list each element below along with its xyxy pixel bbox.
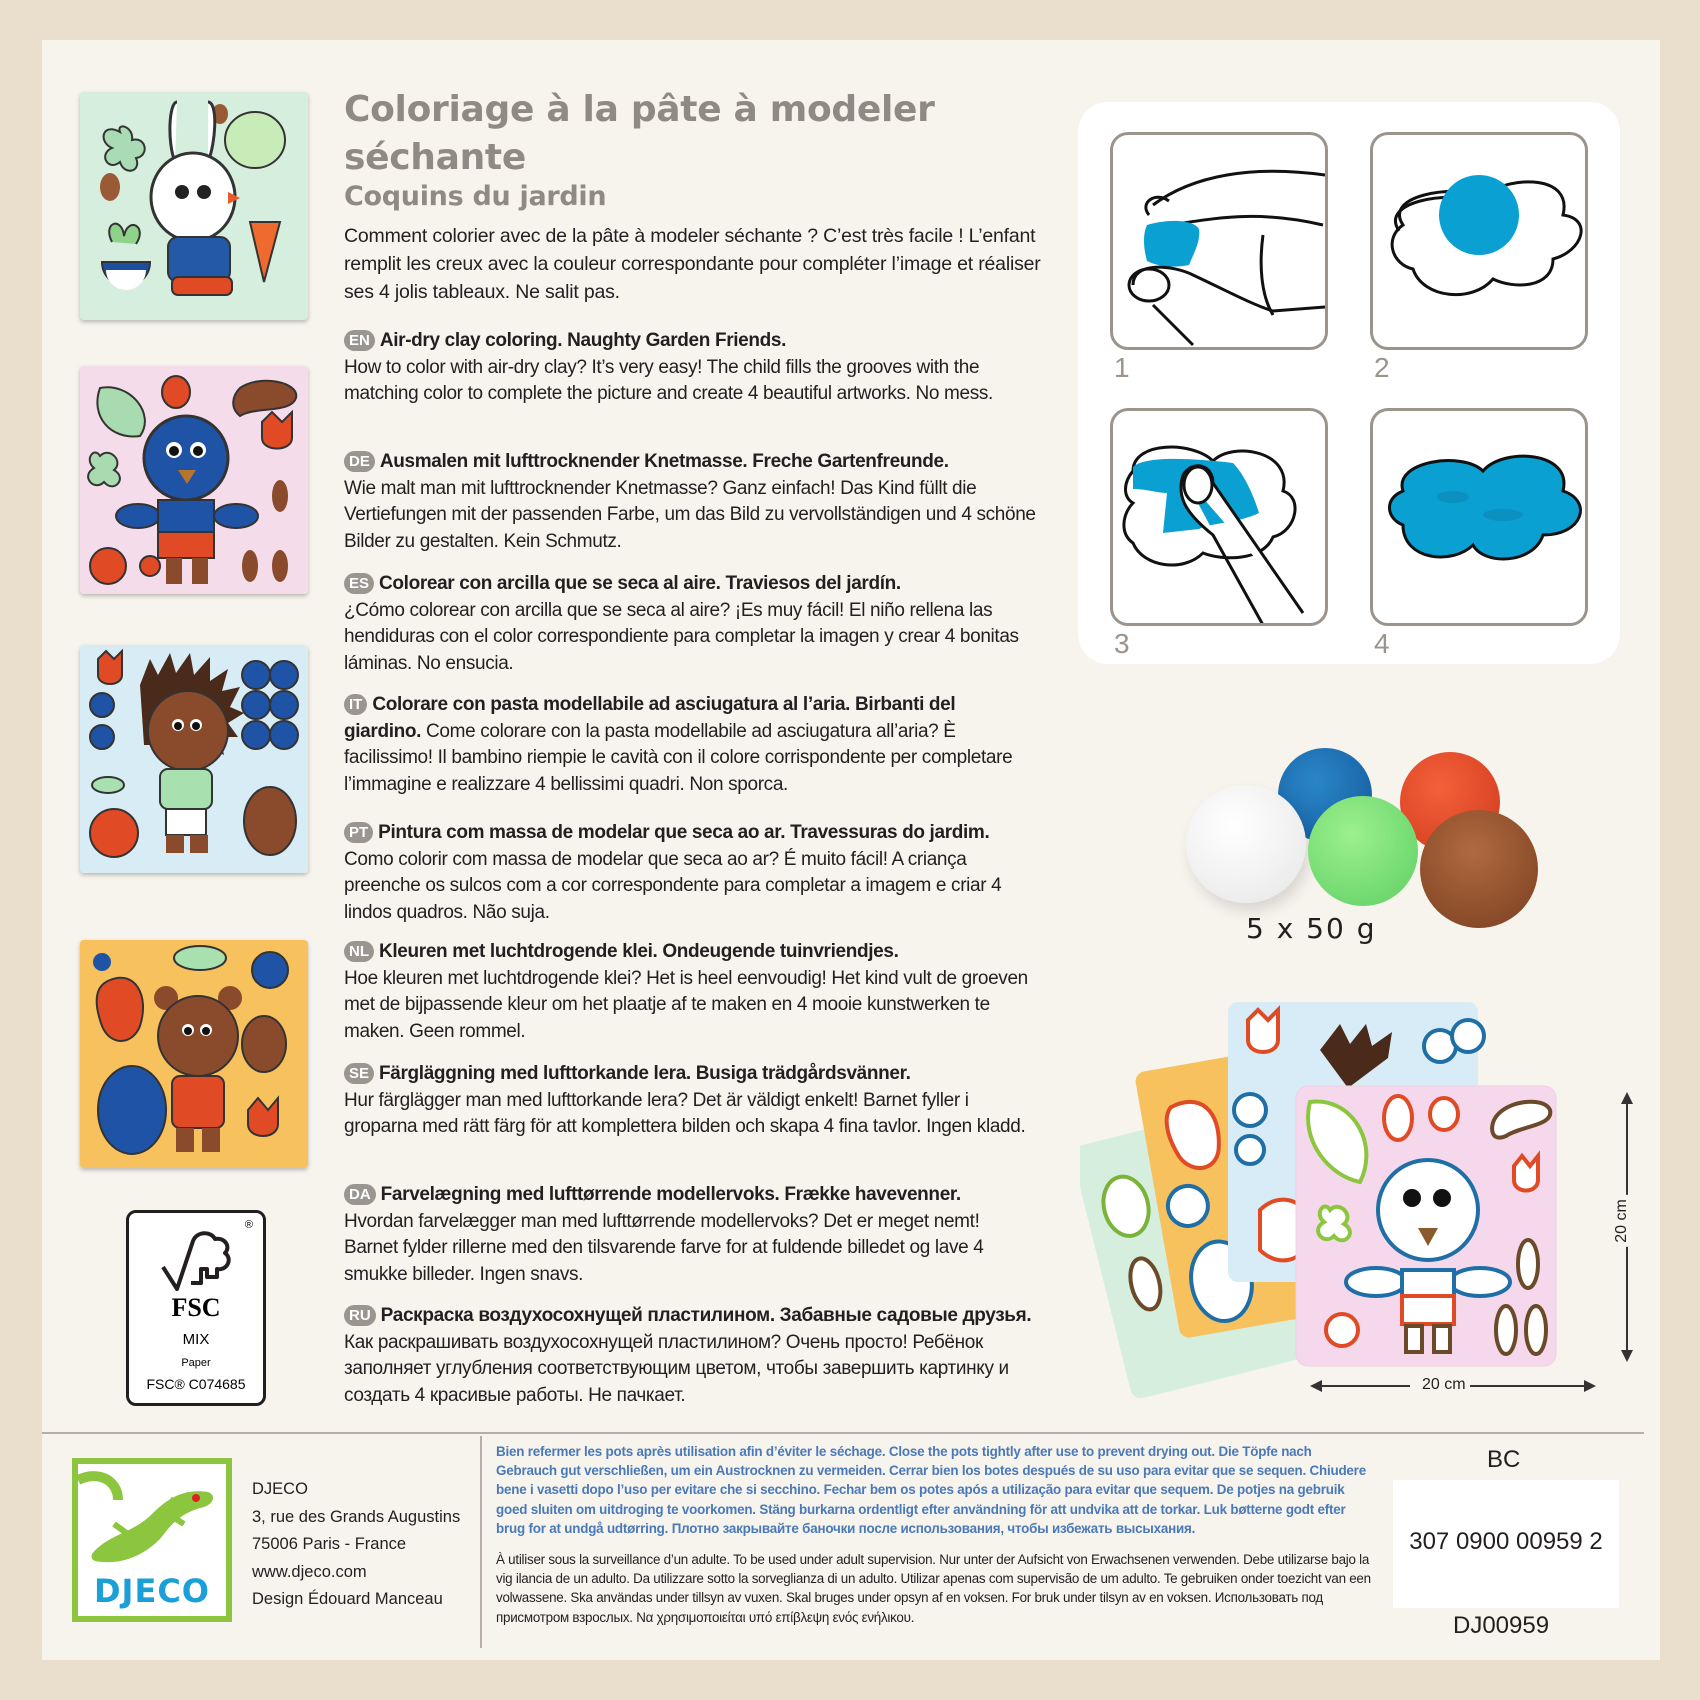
lang-block-da [344, 1182, 1036, 1288]
lang-badge: ES [344, 573, 374, 594]
step-number: 2 [1374, 352, 1390, 383]
fsc-type: MIX [182, 1331, 210, 1348]
company-website[interactable]: www.djeco.com [252, 1562, 367, 1581]
filled-shape-illustration [1373, 411, 1585, 623]
bird-illustration [80, 366, 308, 594]
product-code: DJ00959 [1453, 1612, 1550, 1639]
card-height-label: 20 cm [1611, 1195, 1633, 1247]
lang-badge: PT [344, 822, 373, 843]
lang-block-de [344, 449, 1036, 555]
lang-body: Hoe kleuren met luchtdrogende klei? Het is heel eenvoudig! Het kind vult de groeven met de bijpassende kleur om het plaatje af te maken en 4 mooie kunstwerken te maken. Geen rommel. [344, 967, 1028, 1042]
barcode-number: 307 0900 00959 2 [1409, 1528, 1603, 1555]
storage-notice: Bien refermer les pots après utilisation afin d’éviter le séchage. Close the pots tightly after use to prevent drying out. Die Töpfe nach Gebrauch gut verschließen, um ein Austrocknen zu vermeiden. Cerrar bien los botes después de su uso para evitar que se sequen. Chiudere bene i vasetti dopo l’uso per evitare che si secchino. Fechar bem os potes após a utilização para evitar que sequem. De potjes na gebruik goed sluiten om uitdroging te voorkomen. Stäng burkarna ordentligt efter användning för att undvika att de torkar. Luk bøtterne godt efter brug for at undgå udtørring. Плотно закрывайте баночки после использования, чтобы избежать высыхания. [496, 1444, 1366, 1536]
lang-body: Wie malt man mit lufttrocknender Knetmasse? Ganz einfach! Das Kind füllt die Vertiefungen mit der passenden Farbe, um das Bild zu vervollständigen und 4 schöne Bilder zu gestalten. Kein Schmutz. [344, 477, 1036, 552]
lang-body: Hvordan farvelægger man med lufttørrende modellervoks? Det er meget nemt! Barnet fylder rillerne med den tilsvarende farve for at fuldende billedet og lave 4 smukke billeder. Ingen snavs. [344, 1210, 984, 1285]
hedgehog-illustration [80, 645, 308, 873]
notice-block [480, 1436, 1376, 1648]
lang-body: ¿Cómo colorear con arcilla que se seca al aire? ¡Es muy fácil! El niño rellena las hendiduras con el color correspondiente para completar la imagen y crear 4 bonitas láminas. No ensucia. [344, 599, 1019, 674]
lang-heading: Colorare con pasta modellabile ad asciugatura al l’aria. Birbanti del giardino. [344, 694, 956, 742]
lang-block-se [344, 1061, 1036, 1141]
lang-body: How to color with air-dry clay? It’s very easy! The child fills the grooves with the matching color to complete the picture and create 4 beautiful artworks. No mess. [344, 356, 993, 404]
fsc-code: FSC® C074685 [146, 1376, 246, 1392]
fsc-label [126, 1210, 266, 1406]
pinch-clay-illustration [1113, 135, 1325, 347]
spread-clay-illustration [1113, 411, 1325, 623]
clay-ball-brown [1420, 810, 1538, 928]
step-number: 3 [1114, 628, 1130, 659]
lang-block-pt [344, 820, 1036, 926]
company-name: DJECO [252, 1480, 308, 1498]
fsc-brand: FSC [171, 1293, 221, 1322]
gecko-icon [78, 1464, 226, 1574]
djeco-logo [72, 1458, 232, 1622]
lang-heading: Färgläggning med lufttorkande lera. Busiga trädgårdsvänner. [379, 1063, 911, 1084]
lang-heading: Раскраска воздухосохнущей пластилином. Забавные садовые друзья. [380, 1305, 1032, 1326]
djeco-logo-text: DJECO [93, 1572, 210, 1610]
thumbnail-bird [80, 366, 308, 594]
step-number: 4 [1374, 628, 1390, 659]
supervision-notice: À utiliser sous la surveillance d’un adulte. To be used under adult supervision. Nur unter der Aufsicht von Erwachsenen verwenden. Debe utilizarse bajo la vig ilancia de un adulto. Da utilizzare sotto la sorveglianza di un adulto. Utilizar apenas com supervisão de um adulto. Te gebruiken onder toezicht van een volwassene. Ska användas under tillsyn av vuxen. Skal bruges under opsyn af en voksen. For bruk under tilsyn av en voksen. Использовать под присмотром взрослых. Να χρησιμοποιείται υπό επίβλεψη ενός ενήλικου. [496, 1552, 1371, 1625]
step-3-panel [1110, 408, 1328, 626]
lang-heading: Colorear con arcilla que se seca al aire. Traviesos del jardín. [379, 573, 901, 594]
rabbit-illustration [80, 92, 308, 320]
product-title-line1: Coloriage à la pâte à modeler [344, 89, 935, 130]
clay-ball-on-shape-illustration [1373, 135, 1585, 347]
lang-badge: EN [344, 330, 375, 351]
lang-badge: NL [344, 941, 374, 962]
instruction-steps-card [1078, 102, 1620, 664]
section-divider [42, 1432, 1644, 1434]
lang-badge: SE [344, 1063, 374, 1084]
company-designer: Design Édouard Manceau [252, 1590, 443, 1608]
step-number: 1 [1114, 352, 1130, 383]
lang-heading: Pintura com massa de modelar que seca ao ar. Travessuras do jardim. [378, 822, 990, 843]
lang-body: Come colorare con la pasta modellabile ad asciugatura all’aria? È facilissimo! Il bambino riempie le cavità con il colore corrispondente per completare l’immagine e realizzare 4 bellissimi quadri. Non sporca. [344, 720, 1013, 795]
fsc-material: Paper [181, 1357, 211, 1369]
lang-block-en [344, 328, 1036, 408]
intro-paragraph: Comment colorier avec de la pâte à modeler séchante ? C’est très facile ! L’enfant remplit les creux avec la couleur correspondante pour compléter l’image et réaliser ses 4 jolis tableaux. Ne salit pas. [344, 225, 1041, 303]
lang-body: Как раскрашивать воздухосохнущей пластилином? Очень просто! Ребёнок заполняет углубления соответствующим цветом, чтобы завершить картинку и создать 4 красивые работы. Не пачкает. [344, 1331, 1009, 1406]
company-address [252, 1476, 460, 1614]
lang-block-ru [344, 1303, 1036, 1409]
product-title-line2: séchante [344, 137, 526, 178]
lang-block-nl [344, 939, 1036, 1045]
clay-ball-white [1186, 785, 1306, 903]
company-city: 75006 Paris - France [252, 1535, 407, 1553]
step-4-panel [1370, 408, 1588, 626]
lang-badge: RU [344, 1305, 376, 1326]
thumbnail-rabbit [80, 92, 308, 320]
step-2-panel [1370, 132, 1588, 350]
lang-body: Como colorir com massa de modelar que seca ao ar? É muito fácil! A criança preenche os sulcos com a cor correspondente para completar a imagem e criar 4 lindos quadros. Não suja. [344, 848, 1002, 923]
step-1-panel [1110, 132, 1328, 350]
barcode-box [1393, 1480, 1619, 1608]
bear-illustration [80, 940, 308, 1168]
clay-weight-label: 5 x 50 g [1246, 912, 1377, 945]
fsc-tree-check-icon [155, 1221, 235, 1297]
lang-badge: DE [344, 451, 375, 472]
lang-block-es [344, 571, 1036, 677]
lang-heading: Air-dry clay coloring. Naughty Garden Friends. [379, 330, 787, 351]
company-street: 3, rue des Grands Augustins [252, 1507, 461, 1526]
barcode-label: BC [1487, 1446, 1521, 1473]
thumbnail-bear [80, 940, 308, 1168]
coloring-cards-illustration [1080, 990, 1660, 1400]
thumbnail-hedgehog [80, 645, 308, 873]
lang-heading: Farvelægning med lufttørrende modellervoks. Frække havevenner. [380, 1184, 961, 1205]
product-subtitle: Coquins du jardin [344, 181, 607, 212]
lang-badge: IT [344, 694, 367, 715]
fsc-registered-mark: ® [244, 1219, 253, 1231]
product-title [344, 86, 984, 182]
lang-body: Hur färglägger man med lufttorkande lera? Det är väldigt enkelt! Barnet fyller i groparna med rätt färg för att komplettera bilden och skapa 4 fina tavlor. Ingen kladd. [344, 1089, 1026, 1137]
lang-block-it [344, 692, 1036, 798]
lang-heading: Kleuren met luchtdrogende klei. Ondeugende tuinvriendjes. [379, 941, 899, 962]
card-width-label: 20 cm [1418, 1376, 1470, 1394]
lang-heading: Ausmalen mit lufttrocknender Knetmasse. Freche Gartenfreunde. [379, 451, 949, 472]
clay-ball-green [1308, 796, 1418, 906]
lang-badge: DA [344, 1184, 376, 1205]
